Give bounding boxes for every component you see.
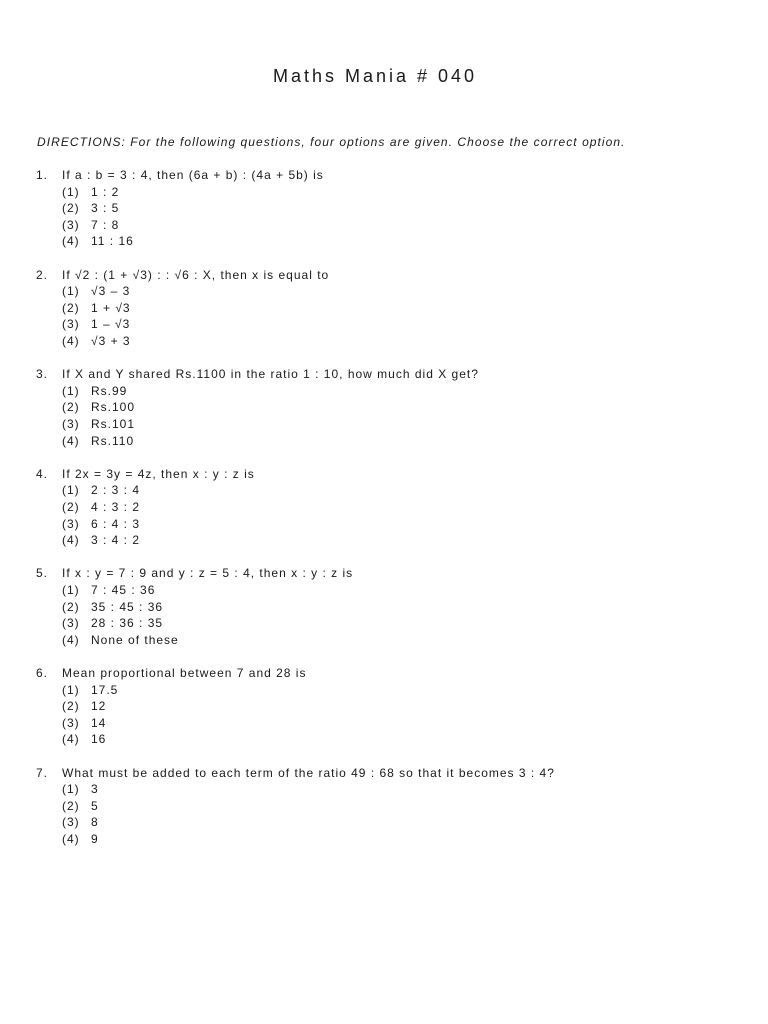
option-text: 16 (91, 732, 107, 747)
option-label: (2) (62, 300, 80, 315)
question-number: 6. (36, 665, 49, 680)
option-row (36, 283, 736, 300)
option-label: (3) (62, 317, 80, 332)
option-text: Rs.99 (91, 383, 128, 398)
question-number: 1. (36, 168, 49, 182)
question-5 (36, 565, 736, 665)
option-row (36, 715, 736, 732)
option-text: √3 – 3 (91, 284, 131, 299)
option-label: (1) (62, 483, 80, 498)
option-text: 3 : 5 (91, 201, 120, 216)
question-list (36, 167, 736, 864)
option-text: 9 (91, 831, 99, 846)
question-7 (36, 765, 736, 865)
option-row (36, 532, 736, 549)
option-row (36, 698, 736, 715)
option-text: 8 (91, 815, 99, 830)
option-row (36, 200, 736, 217)
question-text: If √2 : (1 + √3) : : √6 : X, then x is equal to (62, 267, 330, 282)
question-text: If a : b = 3 : 4, then (6a + b) : (4a + 5b) is (62, 168, 324, 182)
option-row (36, 399, 736, 416)
option-text: 2 : 3 : 4 (91, 483, 141, 498)
option-text: 1 + √3 (91, 300, 131, 315)
option-label: (1) (62, 682, 80, 697)
option-text: Rs.100 (91, 400, 136, 415)
option-text: 3 (91, 782, 99, 797)
option-text: Rs.101 (91, 416, 136, 431)
option-row (36, 499, 736, 516)
option-label: (2) (62, 798, 80, 813)
option-label: (2) (62, 201, 80, 216)
option-row (36, 798, 736, 815)
question-number: 4. (36, 466, 49, 481)
option-row (36, 831, 736, 848)
option-row (36, 433, 736, 450)
option-row (36, 814, 736, 831)
option-row (36, 599, 736, 616)
option-label: (1) (62, 383, 80, 398)
question-text: If X and Y shared Rs.1100 in the ratio 1 : 10, how much did X get? (62, 367, 479, 382)
option-text: 6 : 4 : 3 (91, 516, 141, 531)
option-label: (4) (62, 632, 80, 647)
option-text: 12 (91, 699, 107, 714)
question-text: What must be added to each term of the ratio 49 : 68 so that it becomes 3 : 4? (62, 765, 555, 780)
question-2 (36, 267, 736, 367)
option-text: 5 (91, 798, 99, 813)
question-text: Mean proportional between 7 and 28 is (62, 665, 307, 680)
option-label: (4) (62, 533, 80, 548)
option-text: 1 – √3 (91, 317, 131, 332)
option-label: (1) (62, 184, 80, 199)
option-text: 11 : 16 (91, 234, 134, 249)
option-text: 1 : 2 (91, 184, 120, 199)
question-text: If x : y = 7 : 9 and y : z = 5 : 4, then x : y : z is (62, 566, 354, 581)
option-label: (3) (62, 416, 80, 431)
question-number: 3. (36, 367, 49, 382)
option-label: (2) (62, 599, 80, 614)
option-row (36, 731, 736, 748)
option-label: (2) (62, 400, 80, 415)
option-label: (4) (62, 433, 80, 448)
question-stem (36, 167, 736, 184)
option-label: (3) (62, 217, 80, 232)
option-row (36, 383, 736, 400)
option-text: Rs.110 (91, 433, 135, 448)
option-text: 14 (91, 715, 107, 730)
question-stem (36, 665, 736, 682)
question-stem (36, 366, 736, 383)
option-row (36, 333, 736, 350)
option-row (36, 482, 736, 499)
option-label: (3) (62, 616, 80, 631)
option-label: (2) (62, 499, 80, 514)
option-row (36, 516, 736, 533)
option-label: (1) (62, 284, 80, 299)
option-row (36, 615, 736, 632)
option-text: 17.5 (91, 682, 119, 697)
option-label: (3) (62, 516, 80, 531)
page-title: Maths Mania # 040 (272, 66, 478, 86)
option-text: √3 + 3 (91, 333, 131, 348)
question-1 (36, 167, 736, 267)
option-row (36, 781, 736, 798)
option-row (36, 582, 736, 599)
question-stem (36, 267, 736, 284)
option-text: 28 : 36 : 35 (91, 616, 164, 631)
question-stem (36, 466, 736, 483)
option-label: (4) (62, 333, 80, 348)
question-number: 5. (36, 566, 49, 581)
question-3 (36, 366, 736, 466)
option-label: (1) (62, 782, 80, 797)
option-row (36, 632, 736, 649)
option-label: (4) (62, 831, 80, 846)
question-stem (36, 765, 736, 782)
question-6 (36, 665, 736, 765)
option-row (36, 682, 736, 699)
option-text: 7 : 45 : 36 (91, 582, 156, 597)
option-label: (4) (62, 732, 80, 747)
question-number: 2. (36, 267, 49, 282)
option-text: 7 : 8 (91, 217, 120, 232)
option-row (36, 184, 736, 201)
option-label: (2) (62, 699, 80, 714)
question-text: If 2x = 3y = 4z, then x : y : z is (62, 466, 255, 481)
option-label: (3) (62, 715, 80, 730)
option-text: 3 : 4 : 2 (91, 533, 141, 548)
option-row (36, 300, 736, 317)
question-4 (36, 466, 736, 566)
option-label: (1) (62, 582, 80, 597)
option-row (36, 316, 736, 333)
option-text: 35 : 45 : 36 (91, 599, 164, 614)
option-row (36, 416, 736, 433)
option-row (36, 217, 736, 234)
option-text: 4 : 3 : 2 (91, 499, 141, 514)
option-label: (3) (62, 815, 80, 830)
directions-text: DIRECTIONS: For the following questions, four options are given. Choose the correct option. (37, 135, 626, 149)
question-number: 7. (36, 765, 49, 780)
question-stem (36, 565, 736, 582)
option-text: None of these (91, 632, 179, 647)
option-row (36, 233, 736, 250)
option-label: (4) (62, 234, 80, 249)
